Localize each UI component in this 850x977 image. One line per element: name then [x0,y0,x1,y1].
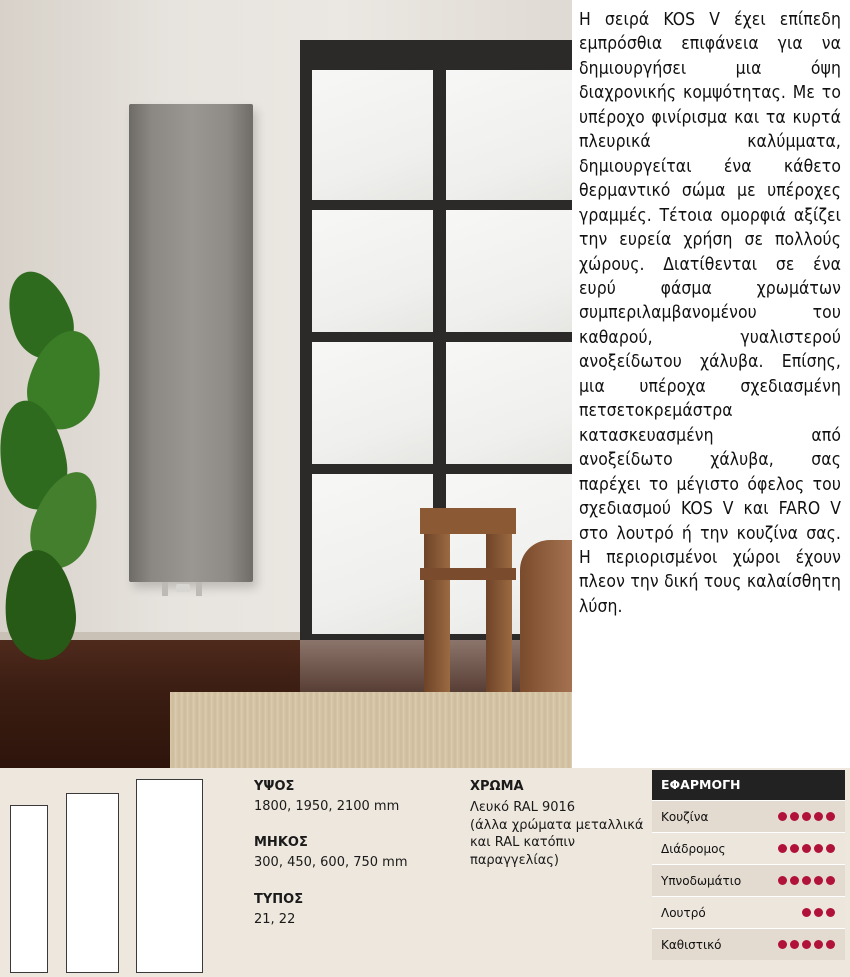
rating-dot [802,876,811,885]
rating-dots [778,876,835,885]
height-value: 1800, 1950, 2100 mm [254,799,400,814]
rug [170,692,572,768]
color-values [470,799,648,869]
radiator-valve [158,582,208,594]
height-label: ΥΨΟΣ [254,779,295,794]
color-line: Λευκό RAL 9016 [470,800,576,815]
rating-dots [778,812,835,821]
application-table [652,770,845,969]
application-row [652,832,845,864]
application-room: Λουτρό [661,905,706,920]
rating-dot [814,876,823,885]
rating-dot [778,876,787,885]
window-pane [446,70,572,200]
rating-dot [778,940,787,949]
rating-dot [790,844,799,853]
window-pane [312,342,433,464]
rating-dots [778,844,835,853]
window-pane [312,70,433,200]
valve-pipe [162,582,168,596]
type-value: 21, 22 [254,912,296,927]
application-room: Υπνοδωμάτιο [661,873,742,888]
rating-dot [790,812,799,821]
length-label: ΜΗΚΟΣ [254,835,308,850]
rating-dot [778,812,787,821]
product-description: Η σειρά KOS V έχει επίπεδη εμπρόσθια επιφάνεια για να δημιουργήσει μια όψη διαχρονικής κομψότητας. Με το υπέροχο φινίρισμα και τα κυρτά πλευρικά καλύμματα, δημιουργείται ένα κάθετο θερμαντικό σώμα με υπέροχες γραμμές. Τέτοια ομορφιά αξίζει την ευρεία χρήση σε πολλούς χώρους. Διατίθενται σε ένα ευρύ φάσμα χρωμάτων συμπεριλαμβανομένου του καθαρού, γυαλιστερού ανοξείδωτου χάλυβα. Επίσης, μια υπέροχα σχεδιασμένη πετσετοκρεμάστρα κατασκευασμένη από ανοξείδωτο χάλυβα, σας παρέχει το μέγιστο όφελος του σχεδιασμού KOS V και FARO V στο λουτρό ή την κουζίνα σας. Η περιορισμένοι χώροι έχουν πλεον την δική τους καλαίσθητη λύση. [579,10,841,617]
panel-size-large-icon [136,779,203,973]
rating-dot [802,812,811,821]
color-line: (άλλα χρώματα μεταλλικά [470,817,644,833]
rating-dot [826,876,835,885]
type-label: ΤΥΠΟΣ [254,892,304,907]
application-row [652,864,845,896]
rating-dot [802,908,811,917]
application-room: Διάδρομος [661,841,726,856]
valve-nut [176,584,190,592]
length-value: 300, 450, 600, 750 mm [254,855,408,870]
rating-dot [790,940,799,949]
application-room: Κουζίνα [661,809,709,824]
panel-size-medium-icon [66,793,119,973]
rating-dot [826,908,835,917]
rating-dot [778,844,787,853]
window-pane [312,474,433,634]
rating-dot [826,844,835,853]
rating-dot [826,812,835,821]
rating-dot [826,940,835,949]
rating-dots [802,908,835,917]
application-table-header: ΕΦΑΡΜΟΓΗ [652,770,845,800]
application-row [652,800,845,832]
window-pane [446,342,572,464]
rating-dot [814,940,823,949]
color-line: παραγγελίας) [470,852,559,868]
radiator-panel [129,104,253,582]
rating-dot [802,940,811,949]
panel-size-small-icon [10,805,48,973]
rating-dot [814,908,823,917]
application-row [652,896,845,928]
window-pane [446,210,572,332]
valve-pipe [196,582,202,596]
rating-dots [778,940,835,949]
color-label: ΧΡΩΜΑ [470,779,524,794]
rating-dot [802,844,811,853]
wooden-stool [420,508,516,704]
color-line: και RAL κατόπιν [470,835,576,850]
plant [0,250,100,670]
rating-dot [814,812,823,821]
window-pane [312,210,433,332]
rating-dot [790,876,799,885]
application-row [652,928,845,960]
application-room: Καθιστικό [661,937,722,952]
rating-dot [814,844,823,853]
